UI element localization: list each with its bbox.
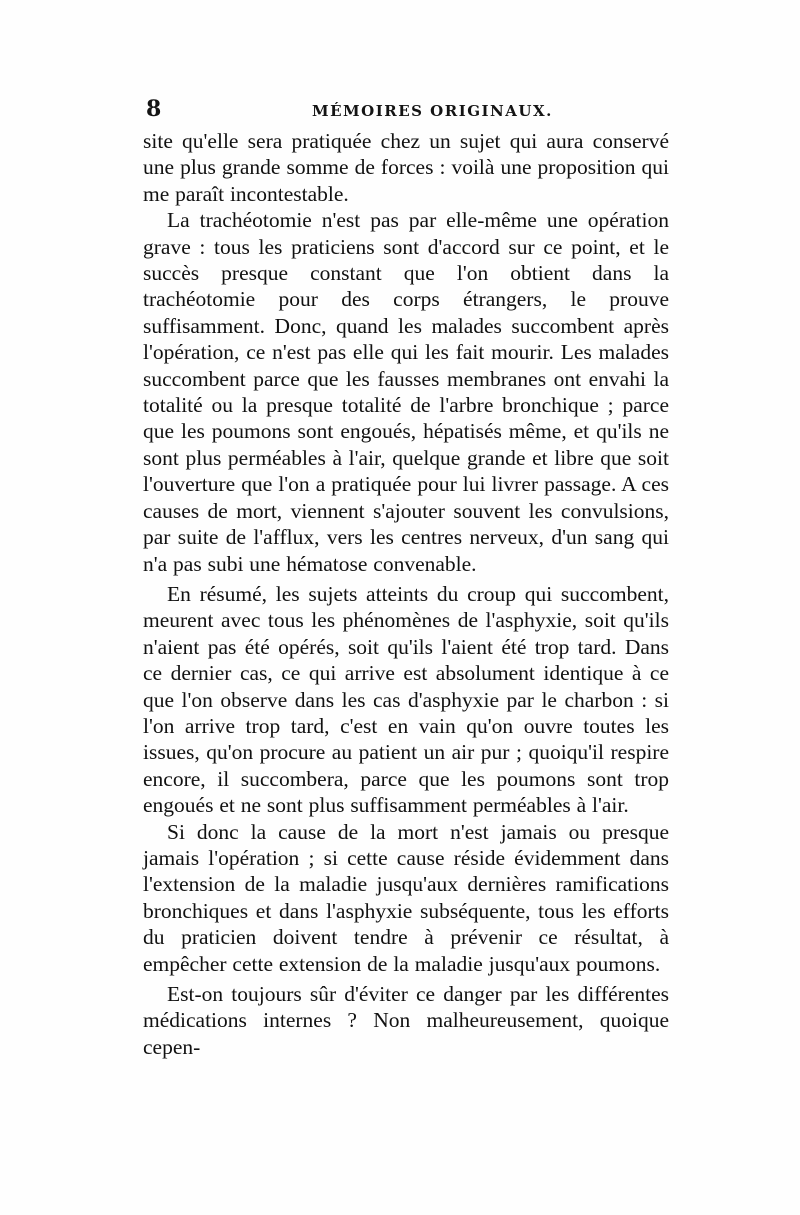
paragraph: Est-on toujours sûr d'éviter ce danger par les différentes médications internes ? Non malheureusement, quoique cepen-	[143, 982, 669, 1059]
page-header	[146, 96, 666, 120]
page-number: 8	[146, 96, 162, 122]
paragraph: La trachéotomie n'est pas par elle-même une opération grave : tous les praticiens sont d'accord sur ce point, et le succès presque constant que l'on obtient dans la trachéotomie pour des corps étrangers, le prouve suffisamment. Donc, quand les malades succombent après l'opération, ce n'est pas elle qui les fait mourir. Les malades succombent parce que les fausses membranes ont envahi la totalité ou la presque totalité de l'arbre bronchique ; parce que les poumons sont engoués, hépatisés même, et qu'ils ne sont plus perméables à l'air, quelque grande et libre que soit l'ouverture que l'on a pratiquée pour lui livrer passage. A ces causes de mort, viennent s'ajouter souvent les convulsions, par suite de l'afflux, vers les centres nerveux, d'un sang qui n'a pas subi une hématose convenable.	[143, 208, 669, 576]
paragraph-continuation: site qu'elle sera pratiquée chez un sujet qui aura conservé une plus grande somme de forces : voilà une proposition qui me paraît incontestable.	[143, 129, 669, 206]
body-text	[143, 128, 669, 1060]
running-title: MÉMOIRES ORIGINAUX.	[312, 102, 553, 120]
paragraph: Si donc la cause de la mort n'est jamais ou presque jamais l'opération ; si cette cause réside évidemment dans l'extension de la maladie jusqu'aux dernières ramifications bronchiques et dans l'asphyxie subséquente, tous les efforts du praticien doivent tendre à prévenir ce résultat, à empêcher cette extension de la maladie jusqu'aux poumons.	[143, 819, 669, 976]
paragraph: En résumé, les sujets atteints du croup qui succombent, meurent avec tous les phénomènes de l'asphyxie, soit qu'ils n'aient pas été opérés, soit qu'ils l'aient été trop tard. Dans ce dernier cas, ce qui arrive est absolument identique à ce que l'on observe dans les cas d'asphyxie par le charbon : si l'on arrive trop tard, c'est en vain qu'on ouvre toutes les issues, qu'on procure au patient un air pur ; quoiqu'il respire encore, il succombera, parce que les poumons sont trop engoués et ne sont plus suffisamment perméables à l'air.	[143, 581, 669, 818]
